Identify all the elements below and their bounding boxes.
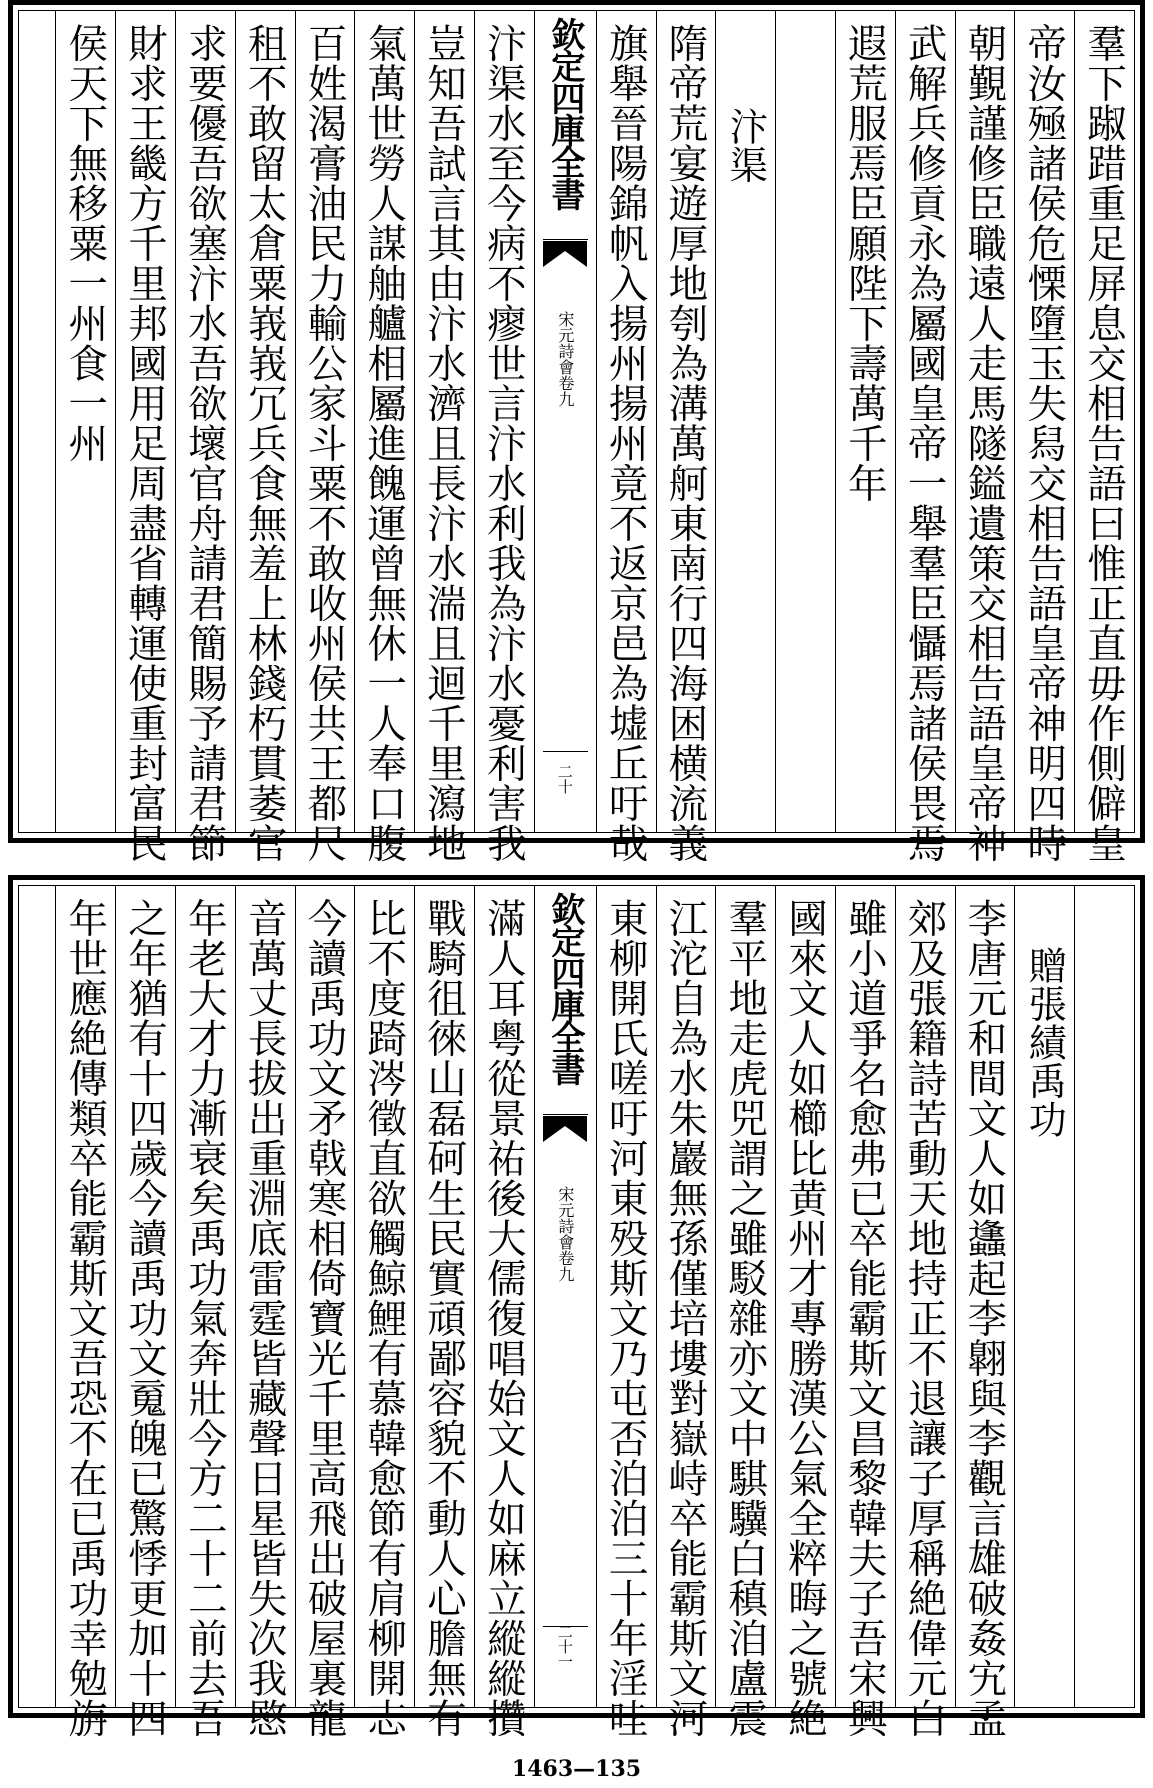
poem-heading: 汴渠 xyxy=(723,107,768,184)
text-column xyxy=(354,886,414,1738)
text-column xyxy=(1014,11,1074,863)
volume-label: 宋元詩會卷九 xyxy=(555,311,575,407)
text-column xyxy=(474,11,534,863)
column-text: 羣平地走虎兕謂之雖駁雜亦文中騏驥白稹洎盧震 xyxy=(722,898,769,1738)
fishtail-mark-icon xyxy=(543,1116,587,1142)
fishtail-mark-icon xyxy=(543,241,587,267)
column-text: 旗舉晉陽錦帆入揚州揚州竟不返京邑為墟丘吁哉 xyxy=(602,23,649,863)
text-column xyxy=(175,11,235,863)
column-text: 氣萬世勞人謀舳艫相屬進餽運曾無休一人奉口腹 xyxy=(361,23,408,863)
band-divider xyxy=(543,751,588,752)
text-column xyxy=(596,886,656,1738)
column-text: 東柳開氏嗟吁河東殁斯文乃屯否泊泊三十年淫哇 xyxy=(602,898,649,1738)
text-column xyxy=(414,886,474,1738)
column-text: 滿人耳粤從景祐後大儒復唱始文人如麻立縱縱攢 xyxy=(480,898,527,1738)
band-divider xyxy=(543,239,588,240)
text-columns-top xyxy=(55,11,1134,863)
column-text: 之年猶有十四歲今讀禹功文䰟魄已驚悸更加十四 xyxy=(122,898,169,1738)
text-column xyxy=(474,886,534,1738)
text-column xyxy=(55,11,115,832)
column-text: 戰騎徂徠山磊砢生民實頑鄙容貌不動人心膽無有 xyxy=(421,898,468,1738)
text-column xyxy=(115,886,175,1738)
column-text: 年世應絶傳類卒能霸斯文吾恐不在已禹功幸勉旃 xyxy=(62,898,109,1738)
page-number: 二十一 xyxy=(555,1624,574,1669)
text-column xyxy=(1014,886,1074,1707)
text-column xyxy=(656,11,716,863)
text-column xyxy=(955,886,1015,1738)
column-text: 侯天下無移粟一州食一州 xyxy=(62,23,109,463)
text-column xyxy=(55,886,115,1738)
text-column xyxy=(775,11,835,832)
page-frame-bottom xyxy=(18,885,1135,1738)
column-text: 江沱自為水朱巖無孫僅培塿對嶽峙卒能霸斯文河 xyxy=(662,898,709,1738)
text-column xyxy=(895,886,955,1738)
column-text: 音萬丈長拔出重淵底雷霆皆藏聲日星皆失次我愍 xyxy=(241,898,288,1738)
column-text: 朝覲謹修臣職遠人走馬隧鎰遺策交相告語皇帝神 xyxy=(961,23,1008,863)
text-column xyxy=(596,11,656,863)
text-column xyxy=(1074,11,1134,863)
column-text: 郊及張籍詩苦動天地持正不退讓子厚稱絶偉元白 xyxy=(901,898,948,1738)
column-text: 隋帝荒宴遊厚地刳為溝萬舸東南行四海困横流義 xyxy=(662,23,709,863)
volume-label: 宋元詩會卷九 xyxy=(555,1186,575,1282)
text-columns-bottom xyxy=(55,886,1134,1738)
text-column xyxy=(235,11,295,863)
text-column xyxy=(414,11,474,863)
book-title: 欽定四庫全書 xyxy=(544,17,585,209)
text-column xyxy=(715,886,775,1738)
text-column xyxy=(175,886,235,1738)
column-text: 求要優吾欲塞汴水吾欲壞官舟請君簡賜予請君節 xyxy=(181,23,228,863)
column-text: 年老大才力漸衰矣禹功氣奔壯今方二十二前去吾 xyxy=(181,898,228,1738)
text-column xyxy=(295,11,355,863)
text-column xyxy=(895,11,955,863)
poem-heading: 贈張績禹功 xyxy=(1022,946,1067,1139)
text-column xyxy=(955,11,1015,863)
band-divider xyxy=(543,1114,588,1115)
text-column xyxy=(835,11,895,832)
column-text: 豈知吾試言其由汴水濟且長汴水湍且迴千里瀉地 xyxy=(421,23,468,863)
text-column xyxy=(835,886,895,1738)
column-text: 今讀禹功文矛戟寒相倚寶光千里高飛出破屋裏龍 xyxy=(301,898,348,1738)
page-frame-top xyxy=(18,10,1135,863)
column-text: 羣下踧踖重足屏息交相告語曰惟正直毋作側僻皇 xyxy=(1081,23,1127,863)
column-text: 百姓渴膏油民力輸公家斗粟不敢收州侯共王都尺 xyxy=(301,23,348,863)
text-column xyxy=(775,886,835,1738)
page-panel-top xyxy=(8,0,1145,863)
text-column xyxy=(1074,886,1134,1707)
column-text: 李唐元和間文人如蠭起李翺與李觀言雄破姦宄孟 xyxy=(961,898,1008,1738)
text-column xyxy=(656,886,716,1738)
text-column xyxy=(715,11,775,832)
page-footer-number: 1463—135 xyxy=(511,1756,642,1782)
column-text: 雖小道爭名愈弗已卒能霸斯文昌黎韓夫子吾宋興 xyxy=(841,898,888,1738)
text-column xyxy=(235,886,295,1738)
text-column xyxy=(295,886,355,1738)
column-text: 武解兵修貢永為屬國皇帝一舉羣臣懾焉諸侯畏焉 xyxy=(901,23,948,863)
column-text: 汴渠水至今病不瘳世言汴水利我為汴水憂利害我 xyxy=(480,23,527,863)
center-band xyxy=(534,11,596,832)
column-text: 租不敢留太倉粟峩峩冗兵食無羞上林錢朽貫萎官 xyxy=(241,23,288,863)
center-band xyxy=(534,886,596,1707)
page-number: 二十 xyxy=(555,764,574,794)
column-text: 國來文人如櫛比黄州才專勝漢公氣全粹晦之號絶 xyxy=(782,898,829,1738)
column-text: 比不度踦涔徵直欲觸鯨鯉有慕韓愈節有肩柳開志 xyxy=(361,898,408,1738)
text-column xyxy=(115,11,175,863)
column-text: 財求王畿方千里邦國用足周盡省轉運使重封富民 xyxy=(122,23,169,863)
column-text: 遐荒服焉臣願陛下壽萬千年 xyxy=(841,23,888,503)
book-title: 欽定四庫全書 xyxy=(544,892,585,1084)
page-panel-bottom xyxy=(8,875,1145,1738)
column-text: 帝汝殛諸侯危慄墮玉失舄交相告語皇帝神明四時 xyxy=(1021,23,1068,863)
text-column xyxy=(354,11,414,863)
